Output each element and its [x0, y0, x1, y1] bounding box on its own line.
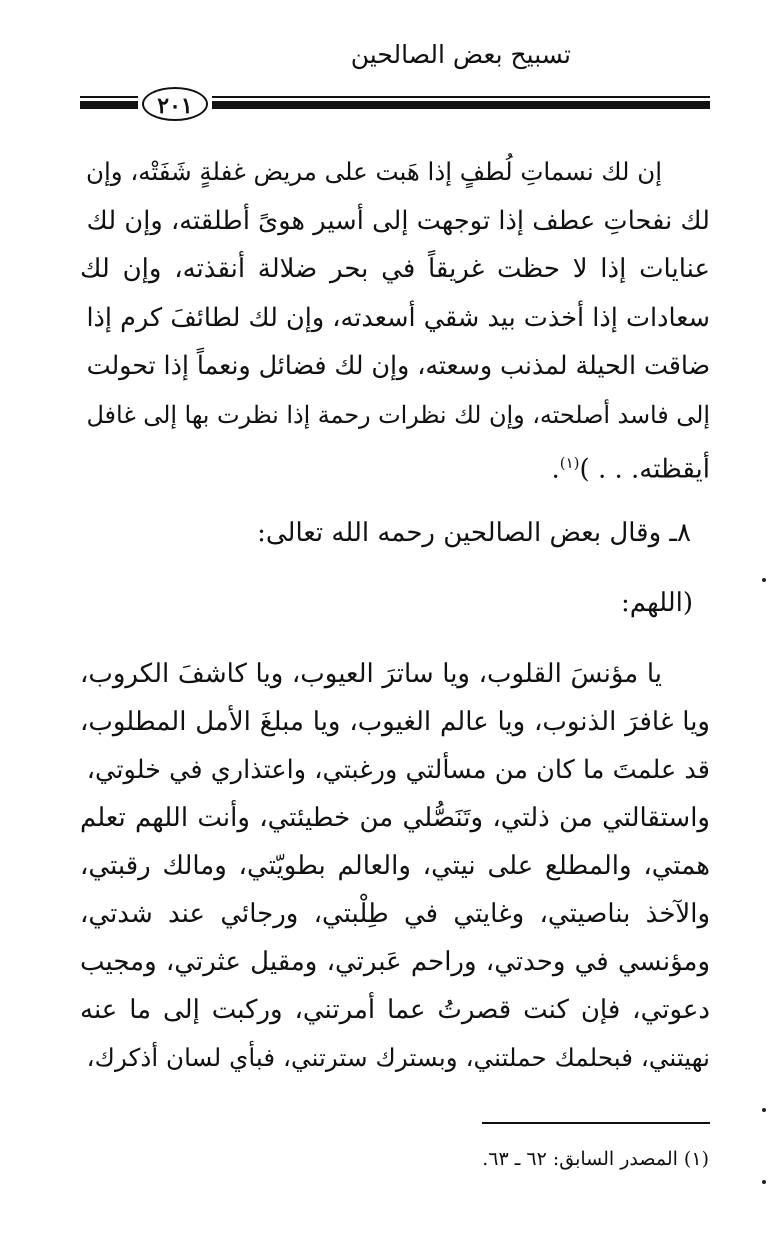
header-rule-left [80, 101, 138, 109]
footnote-separator [482, 1122, 710, 1124]
running-title: تسبيح بعض الصالحين [350, 40, 571, 69]
prayer-line: ومؤنسي في وحدتي، وراحم عَبرتي، ومقيل عثرتي، ومجيب [80, 947, 710, 977]
paragraph-1-line-text: أيقظته. . . ) [579, 454, 710, 485]
paragraph-1-line: إلى فاسد أصلحته، وإن لك نظرات رحمة إذا نظرت بها إلى غافل [86, 400, 710, 429]
header-rule-right [212, 101, 710, 109]
prayer-line: يا مؤنسَ القلوب، ويا ساترَ العيوب، ويا كاشفَ الكروب، [80, 659, 662, 689]
header-rule [80, 85, 710, 125]
prayer-opening: (اللهم: [621, 588, 693, 618]
prayer-line: نهيتني، فبحلمك حملتني، وبسترك سترتني، فبأي لسان أذكرك، [86, 1043, 710, 1072]
paragraph-1 [80, 148, 710, 494]
paragraph-1-line: عنايات إذا لا حظت غريقاً في بحر ضلالة أنقذته، وإن لك [80, 254, 710, 284]
section-heading: ٨ـ وقال بعض الصالحين رحمه الله تعالى: [257, 518, 691, 548]
paragraph-1-line: سعادات إذا أخذت بيد شقي أسعدته، وإن لك لطائفَ كرم إذا [86, 302, 710, 333]
paragraph-1-line: لك نفحاتِ عطف إذا توجهت إلى أسير هوىً أطلقته، وإن لك [86, 205, 710, 236]
paragraph-1-line: إن لك نسماتِ لُطفٍ إذا هَبت على مريض غفلةٍ شَفَتْه، وإن [86, 157, 662, 186]
end-punctuation: . [551, 454, 560, 485]
paragraph-1-last-line [80, 439, 710, 494]
prayer-line: دعوتي، فإن كنت قصرتُ عما أمرتني، وركبت إلى ما عنه [80, 995, 710, 1025]
prayer-line: ويا غافرَ الذنوب، ويا عالم الغيوب، ويا مبلغَ الأمل المطلوب، [80, 707, 710, 737]
prayer-text [80, 650, 710, 1082]
prayer-line: همتي، والمطلع على نيتي، والعالم بطويّتي، ومالك رقبتي، [80, 851, 710, 881]
footnote: (١) المصدر السابق: ٦٢ ـ ٦٣. [482, 1148, 709, 1170]
prayer-line: واستقالتي من ذلتي، وتَنَصُّلي من خطيئتي، وأنت اللهم تعلم [80, 803, 710, 833]
page-number: ٢٠١ [142, 87, 208, 121]
prayer-line: والآخذ بناصيتي، وغايتي في طِلْبتي، ورجائي عند شدتي، [80, 899, 710, 929]
margin-speck [762, 1108, 766, 1112]
footnote-reference: (١) [559, 454, 580, 472]
paragraph-1-line: ضاقت الحيلة لمذنب وسعته، وإن لك فضائل ونعماً إذا تحولت [86, 351, 710, 380]
margin-speck [762, 1180, 766, 1184]
prayer-line: قد علمتَ ما كان من مسألتي ورغبتي، واعتذاري في خلوتي، [86, 755, 710, 785]
margin-speck [762, 578, 766, 582]
